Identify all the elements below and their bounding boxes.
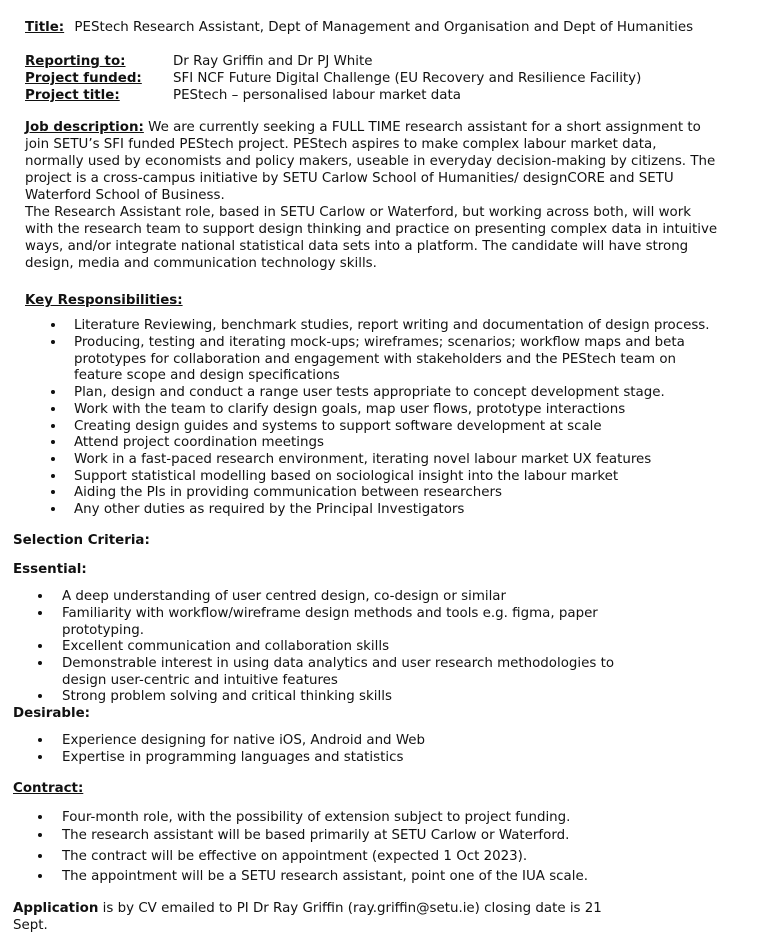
reporting-value: Dr Ray Griffin and Dr PJ White xyxy=(173,54,373,69)
bullet-icon xyxy=(51,490,55,494)
job-description-line: with the research team to support design thinking and practice on presenting complex data in intuitive xyxy=(25,222,718,237)
bullet-icon xyxy=(51,323,55,327)
list-item: Aiding the PIs in providing communication between researchers xyxy=(74,485,502,500)
bullet-icon xyxy=(51,340,55,344)
list-item: The contract will be effective on appointment (expected 1 Oct 2023). xyxy=(62,849,528,864)
list-item: A deep understanding of user centred design, co-design or similar xyxy=(62,589,507,604)
list-item: Excellent communication and collaboration skills xyxy=(62,639,390,654)
title-value: PEStech Research Assistant, Dept of Management and Organisation and Dept of Humanities xyxy=(74,20,694,35)
application-line-continued: Sept. xyxy=(13,918,48,933)
bullet-icon xyxy=(38,644,42,648)
bullet-icon xyxy=(51,407,55,411)
bullet-icon xyxy=(38,661,42,665)
bullet-icon xyxy=(51,507,55,511)
list-item: Creating design guides and systems to support software development at scale xyxy=(74,419,602,434)
list-item: Literature Reviewing, benchmark studies, report writing and documentation of design process. xyxy=(74,318,710,333)
project-title-label: Project title: xyxy=(25,88,120,103)
project-funded-label: Project funded: xyxy=(25,71,142,86)
bullet-icon xyxy=(38,594,42,598)
list-item: Work in a fast-paced research environment, iterating novel labour market UX features xyxy=(74,452,652,467)
bullet-icon xyxy=(38,755,42,759)
list-item: The appointment will be a SETU research assistant, point one of the IUA scale. xyxy=(62,869,588,884)
job-description-line: Waterford School of Business. xyxy=(25,188,225,203)
bullet-icon xyxy=(51,424,55,428)
job-description-line: Job description: We are currently seeking a FULL TIME research assistant for a short assignment to xyxy=(25,120,701,135)
list-item: Four-month role, with the possibility of extension subject to project funding. xyxy=(62,810,571,825)
application-label: Application xyxy=(13,901,99,916)
project-title-value: PEStech – personalised labour market data xyxy=(173,88,461,103)
bullet-icon xyxy=(51,440,55,444)
bullet-icon xyxy=(38,874,42,878)
bullet-icon xyxy=(51,457,55,461)
responsibilities-heading: Key Responsibilities: xyxy=(25,293,183,308)
list-item-continued: prototypes for collaboration and engagement with stakeholders and the PEStech team on xyxy=(74,352,677,367)
bullet-icon xyxy=(38,611,42,615)
job-description-label: Job description: xyxy=(25,120,144,135)
selection-criteria-heading: Selection Criteria: xyxy=(13,533,150,548)
job-description-line: project is a cross-campus initiative by SETU Carlow School of Humanities/ designCORE and SETU xyxy=(25,171,674,186)
list-item: Expertise in programming languages and statistics xyxy=(62,750,404,765)
list-item: Attend project coordination meetings xyxy=(74,435,324,450)
application-line: Application is by CV emailed to PI Dr Ray Griffin (ray.griffin@setu.ie) closing date is 21 xyxy=(13,901,602,916)
list-item: Support statistical modelling based on sociological insight into the labour market xyxy=(74,469,619,484)
bullet-icon xyxy=(38,738,42,742)
job-description-line: join SETU’s SFI funded PEStech project. PEStech aspires to make complex labour market data, xyxy=(25,137,657,152)
list-item: Work with the team to clarify design goals, map user flows, prototype interactions xyxy=(74,402,626,417)
bullet-icon xyxy=(38,854,42,858)
list-item: The research assistant will be based primarily at SETU Carlow or Waterford. xyxy=(62,828,570,843)
list-item: Familiarity with workflow/wireframe design methods and tools e.g. figma, paper xyxy=(62,606,598,621)
project-funded-value: SFI NCF Future Digital Challenge (EU Recovery and Resilience Facility) xyxy=(173,71,642,86)
essential-heading: Essential: xyxy=(13,562,87,577)
list-item: Strong problem solving and critical thinking skills xyxy=(62,689,392,704)
job-description-line: design, media and communication technology skills. xyxy=(25,256,377,271)
list-item-continued: prototyping. xyxy=(62,623,144,638)
list-item-continued: design user-centric and intuitive features xyxy=(62,673,338,688)
bullet-icon xyxy=(38,694,42,698)
desirable-heading: Desirable: xyxy=(13,706,91,721)
list-item: Producing, testing and iterating mock-ups; wireframes; scenarios; workflow maps and beta xyxy=(74,335,685,350)
title-label: Title: xyxy=(25,20,65,35)
bullet-icon xyxy=(38,833,42,837)
list-item-continued: feature scope and design specifications xyxy=(74,368,340,383)
list-item: Any other duties as required by the Principal Investigators xyxy=(74,502,465,517)
bullet-icon xyxy=(51,474,55,478)
job-description-line: ways, and/or integrate national statistical data sets into a platform. The candidate will have strong xyxy=(25,239,689,254)
contract-heading: Contract: xyxy=(13,781,84,796)
title-row xyxy=(25,19,693,36)
list-item: Plan, design and conduct a range user tests appropriate to concept development stage. xyxy=(74,385,665,400)
list-item: Demonstrable interest in using data analytics and user research methodologies to xyxy=(62,656,615,671)
bullet-icon xyxy=(51,390,55,394)
list-item: Experience designing for native iOS, Android and Web xyxy=(62,733,426,748)
reporting-label: Reporting to: xyxy=(25,54,126,69)
job-description-line: The Research Assistant role, based in SETU Carlow or Waterford, but working across both, will work xyxy=(25,205,691,220)
bullet-icon xyxy=(38,815,42,819)
job-description-line: normally used by economists and policy makers, useable in everyday decision-making by citizens. The xyxy=(25,154,716,169)
